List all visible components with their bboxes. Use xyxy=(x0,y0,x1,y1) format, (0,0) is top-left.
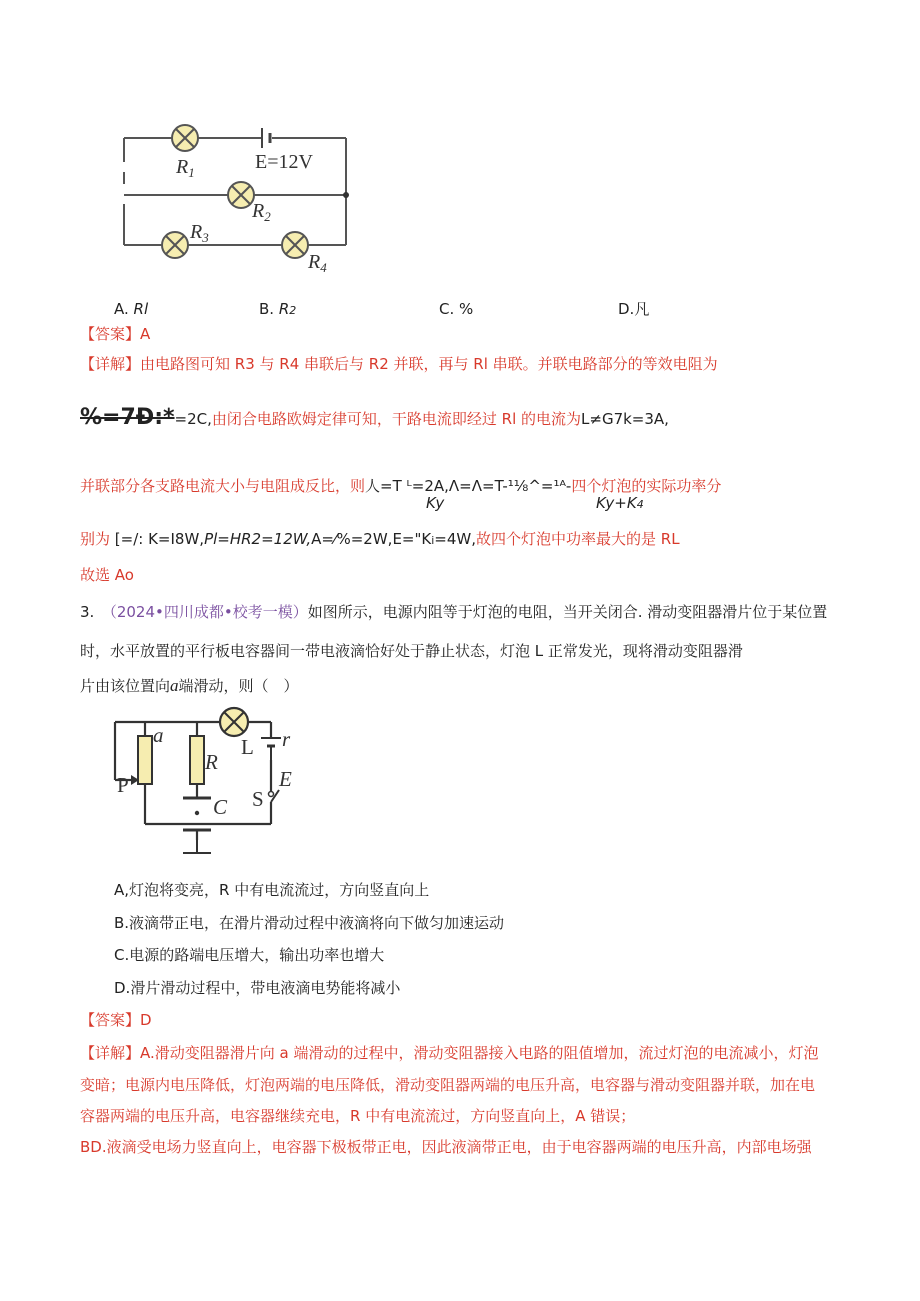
label-emf: E=12V xyxy=(255,151,313,173)
label-r1: R xyxy=(176,156,189,178)
stem-line3-b: 端滑动，则（ ） xyxy=(178,677,299,695)
q3-option-b[interactable]: B.液滴带正电，在滑片滑动过程中液滴将向下做匀加速运动 xyxy=(114,914,505,932)
option-b[interactable] xyxy=(259,299,296,321)
svg-text:R4 xyxy=(307,251,327,275)
option-a-value: Rl xyxy=(133,300,149,318)
label-r4: R xyxy=(308,251,321,273)
power-formula-end: =4W, xyxy=(434,530,477,548)
option-b-sub: 2 xyxy=(289,304,297,317)
label-r2: R xyxy=(252,200,265,222)
label-r4-sub: 4 xyxy=(320,260,327,275)
q3-stem-line3 xyxy=(80,676,299,696)
svg-text:R1 xyxy=(175,156,195,180)
power-formula-it: Pl=HR2=12W, xyxy=(204,530,312,548)
q2-formula-line xyxy=(80,405,669,430)
formula-garbled: %=7Ð:* xyxy=(80,405,175,430)
stem-line1: 如图所示，电源内阻等于灯泡的电阻，当开关闭合. 滑动变阻器滑片位于某位置 xyxy=(307,603,828,621)
label-r3-sub: 3 xyxy=(202,230,209,245)
detail-text: 由电路图可知 R3 与 R4 串联后与 R2 并联，再与 Rl 串联。并联电路部分的等效电阻为 xyxy=(140,355,718,373)
c2-label-s: S xyxy=(252,787,264,811)
formula-result: L≠G7k=3A, xyxy=(581,410,669,428)
label-r2-sub: 2 xyxy=(264,209,271,224)
question-number: 3. xyxy=(80,603,95,621)
circuit-diagram-2 xyxy=(105,702,305,864)
option-a[interactable] xyxy=(114,299,148,319)
q3-stem-line1 xyxy=(80,602,827,622)
option-b-letter: B. xyxy=(259,300,279,318)
power-formula: [=/: K=I8W, xyxy=(114,530,205,548)
power-tail: 故四个灯泡中功率最大的是 RL xyxy=(476,530,680,548)
q3-option-a[interactable]: A,灯泡将变亮，R 中有电流流过，方向竖直向上 xyxy=(114,881,430,899)
current-text: 并联部分各支路电流大小与电阻成反比，则 xyxy=(80,477,366,495)
q3-detail-line1 xyxy=(80,1043,819,1063)
q3-option-d[interactable]: D.滑片滑动过程中，带电液滴电势能将减小 xyxy=(114,979,401,997)
q2-conclusion: 故选 Ao xyxy=(80,566,134,584)
current-sub1: Ky xyxy=(426,494,445,512)
q3-stem-line2: 时，水平放置的平行板电容器间一带电液滴恰好处于静止状态，灯泡 L 正常发光，现将滑动变阻器滑 xyxy=(80,642,743,660)
svg-text:R2 xyxy=(251,200,271,224)
q3-detail-line4: BD.液滴受电场力竖直向上，电容器下极板带正电，因此液滴带正电，由于电容器两端的电压升高，内部电场强 xyxy=(80,1138,812,1156)
bulb-r4 xyxy=(282,232,308,258)
option-a-letter: A. xyxy=(114,300,134,318)
power-formula-idx: i xyxy=(431,534,435,547)
question-source: （2024•四川成都•校考一模） xyxy=(109,603,308,621)
option-d[interactable]: D.凡 xyxy=(618,300,650,318)
current-tail: 四个灯泡的实际功率分 xyxy=(571,477,722,495)
svg-text:R3 xyxy=(189,221,209,245)
bulb-r2 xyxy=(228,182,254,208)
answer-value: A xyxy=(140,325,151,343)
current-sub2-text: Ky+K xyxy=(596,494,637,512)
c2-label-r: R xyxy=(205,750,218,774)
current-sub2-idx: 4 xyxy=(636,498,644,511)
circuit-diagram-1 xyxy=(110,118,370,278)
q3-answer-value: D xyxy=(140,1011,152,1029)
q3-detail-label: 【详解】 xyxy=(80,1044,141,1062)
q2-power-line xyxy=(80,529,680,551)
answer-label: 【答案】 xyxy=(80,325,141,343)
formula-text: 由闭合电路欧姆定律可知，干路电流即经过 Rl 的电流为 xyxy=(211,410,582,428)
formula-tail: =2C, xyxy=(174,410,212,428)
current-sub2 xyxy=(596,493,644,515)
c2-label-p: P xyxy=(117,773,129,797)
bulb-r1 xyxy=(172,125,198,151)
label-r1-sub: 1 xyxy=(188,165,195,180)
bulb-r3 xyxy=(162,232,188,258)
q3-detail-line2: 变暗；电源内电压降低，灯泡两端的电压降低，滑动变阻器两端的电压升高，电容器与滑动变阻器并联，加在电 xyxy=(80,1076,816,1094)
detail-label: 【详解】 xyxy=(80,355,141,373)
c2-label-r-small: r xyxy=(282,727,291,751)
q3-option-c[interactable]: C.电源的路端电压增大，输出功率也增大 xyxy=(114,946,385,964)
stem-line3-a: 片由该位置向 xyxy=(80,677,171,695)
q3-detail-line3: 容器两端的电压升高，电容器继续充电，R 中有电流流过，方向竖直向上，A 错误； xyxy=(80,1107,636,1125)
c2-label-l: L xyxy=(241,735,254,759)
stem-line3-var: a xyxy=(170,676,179,695)
current-formula: 人=T ᴸ=2A,Λ=Λ=T-¹⅛^=¹ᴬ- xyxy=(365,477,572,495)
q3-answer xyxy=(80,1010,152,1030)
label-r3: R xyxy=(190,221,203,243)
option-c[interactable]: C. % xyxy=(439,300,474,318)
power-text: 别为 xyxy=(80,530,111,548)
q3-answer-label: 【答案】 xyxy=(80,1011,141,1029)
q2-answer xyxy=(80,324,150,344)
q2-detail-line1 xyxy=(80,354,718,374)
c2-label-c: C xyxy=(213,795,228,819)
c2-label-e: E xyxy=(279,767,292,791)
power-formula-tail: A=⁄%=2W,E="K xyxy=(311,530,432,548)
q3-detail-text1: A.滑动变阻器滑片向 a 端滑动的过程中，滑动变阻器接入电路的阻值增加，流过灯泡的电流减小，灯泡 xyxy=(140,1044,819,1062)
option-b-value: R xyxy=(278,300,290,318)
c2-label-a: a xyxy=(153,723,164,747)
